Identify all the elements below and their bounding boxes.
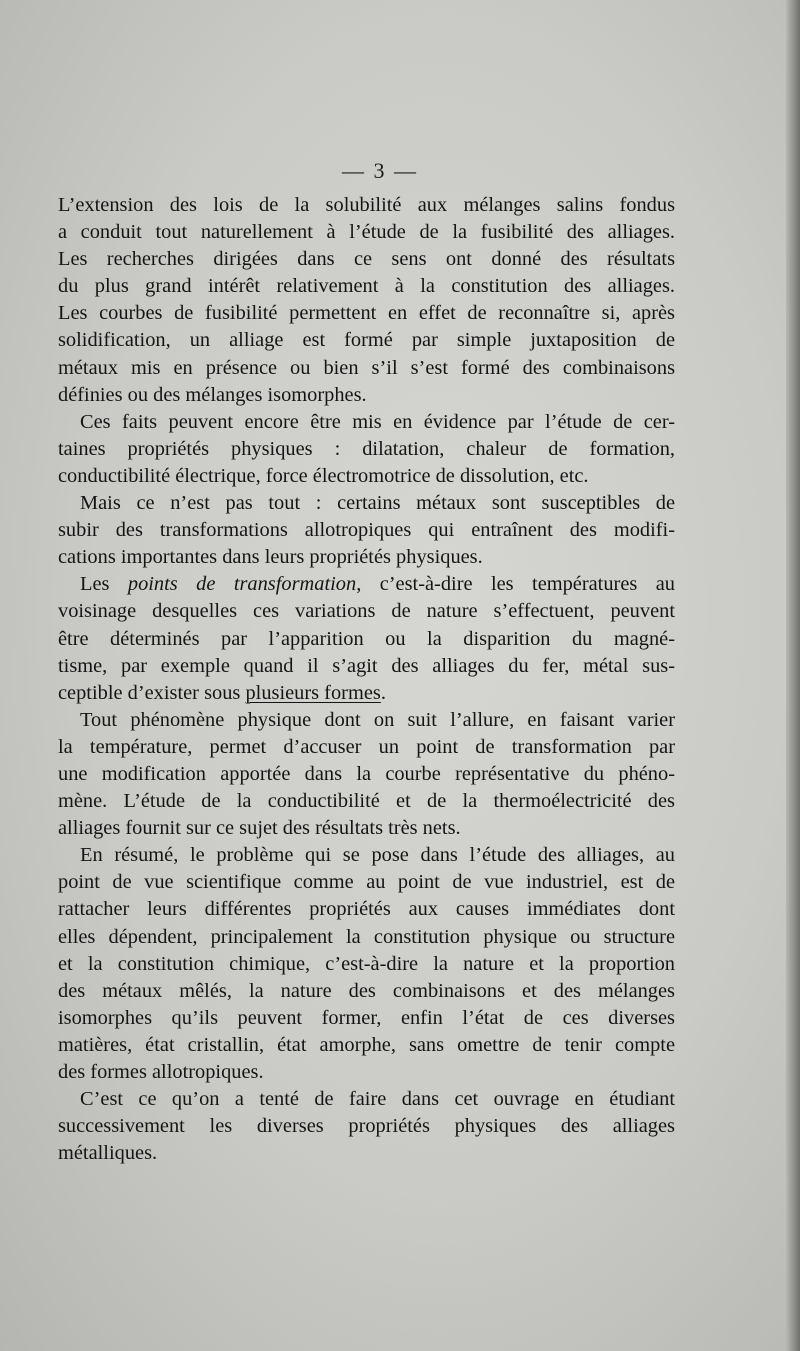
text-line: Ces faits peuvent encore être mis en évidence par l’étude de cer- [80, 410, 675, 433]
page-number: — 3 — [342, 158, 418, 183]
text-fragment: , c’est-à-dire les températures au [356, 573, 675, 596]
text-line: successivement les diverses propriétés physiques des alliages [58, 1115, 675, 1138]
text-line: mène. L’étude de la conductibilité et de la thermoélectricité des [58, 790, 675, 813]
text-line [58, 571, 675, 598]
text-line: En résumé, le problème qui se pose dans l’étude des alliages, au [80, 844, 675, 867]
body-text [58, 192, 675, 1167]
text-line: du plus grand intérêt relativement à la constitution des alliages. [58, 275, 675, 298]
text-line: matières, état cristallin, état amorphe, sans omettre de tenir compte [58, 1033, 675, 1056]
paragraph [58, 490, 675, 571]
text-line: elles dépendent, principalement la constitution physique ou structure [58, 925, 675, 948]
text-line: cations importantes dans leurs propriétés physiques. [58, 546, 483, 569]
text-line: et la constitution chimique, c’est-à-dire la nature et la proportion [58, 952, 675, 975]
underlined-term: plusieurs formes [245, 681, 381, 704]
paragraph [58, 571, 675, 706]
text-fragment: Les [80, 573, 110, 596]
text-line: une modification apportée dans la courbe représentative du phéno- [58, 762, 675, 785]
text-line: Les courbes de fusibilité permettent en effet de reconnaître si, après [58, 302, 675, 325]
text-line: conductibilité électrique, force électromotrice de dissolution, etc. [58, 464, 589, 487]
paragraph [58, 1086, 675, 1167]
paragraph [58, 842, 675, 1086]
text-line: Les recherches dirigées dans ce sens ont donné des résultats [58, 248, 675, 271]
text-line: rattacher leurs différentes propriétés aux causes immédiates dont [58, 898, 675, 921]
text-line: alliages fournit sur ce sujet des résultats très nets. [58, 817, 461, 840]
paragraph [58, 707, 675, 842]
text-line: Tout phénomène physique dont on suit l’allure, en faisant varier [80, 708, 675, 731]
paragraph [58, 409, 675, 490]
paragraph [58, 192, 675, 409]
text-line: L’extension des lois de la solubilité aux mélanges salins fondus [58, 194, 675, 216]
text-line: point de vue scientifique comme au point de vue industriel, est de [58, 871, 675, 894]
text-line: Mais ce n’est pas tout : certains métaux sont susceptibles de [80, 492, 675, 515]
italic-term: points de transformation [127, 573, 357, 596]
text-line: tisme, par exemple quand il s’agit des alliages du fer, métal sus- [58, 654, 675, 677]
text-line: C’est ce qu’on a tenté de faire dans cet ouvrage en étudiant [80, 1088, 675, 1111]
text-line: des métaux mêlés, la nature des combinaisons et des mélanges [58, 979, 675, 1002]
page-gutter-shadow [786, 0, 800, 1351]
text-line: solidification, un alliage est formé par simple juxtaposition de [58, 329, 675, 352]
text-line: métaux mis en présence ou bien s’il s’est formé des combinaisons [58, 356, 675, 379]
text-line: définies ou des mélanges isomorphes. [58, 383, 367, 406]
text-line: la température, permet d’accuser un point de transformation par [58, 735, 675, 758]
text-line: être déterminés par l’apparition ou la disparition du magné- [58, 627, 675, 650]
text-fragment: ceptible d’exister sous [58, 681, 241, 704]
text-line: des formes allotropiques. [58, 1061, 264, 1083]
text-line: a conduit tout naturellement à l’étude de la fusibilité des alliages. [58, 221, 675, 244]
text-line: subir des transformations allotropiques qui entraînent des modifi- [58, 519, 675, 542]
text-fragment: . [380, 681, 386, 704]
text-line: métalliques. [58, 1142, 158, 1165]
text-line: voisinage desquelles ces variations de nature s’effectuent, peuvent [58, 600, 675, 623]
text-line: isomorphes qu’ils peuvent former, enfin l’état de ces diverses [58, 1006, 675, 1029]
text-line [58, 680, 675, 707]
text-line: taines propriétés physiques : dilatation, chaleur de formation, [58, 437, 675, 460]
